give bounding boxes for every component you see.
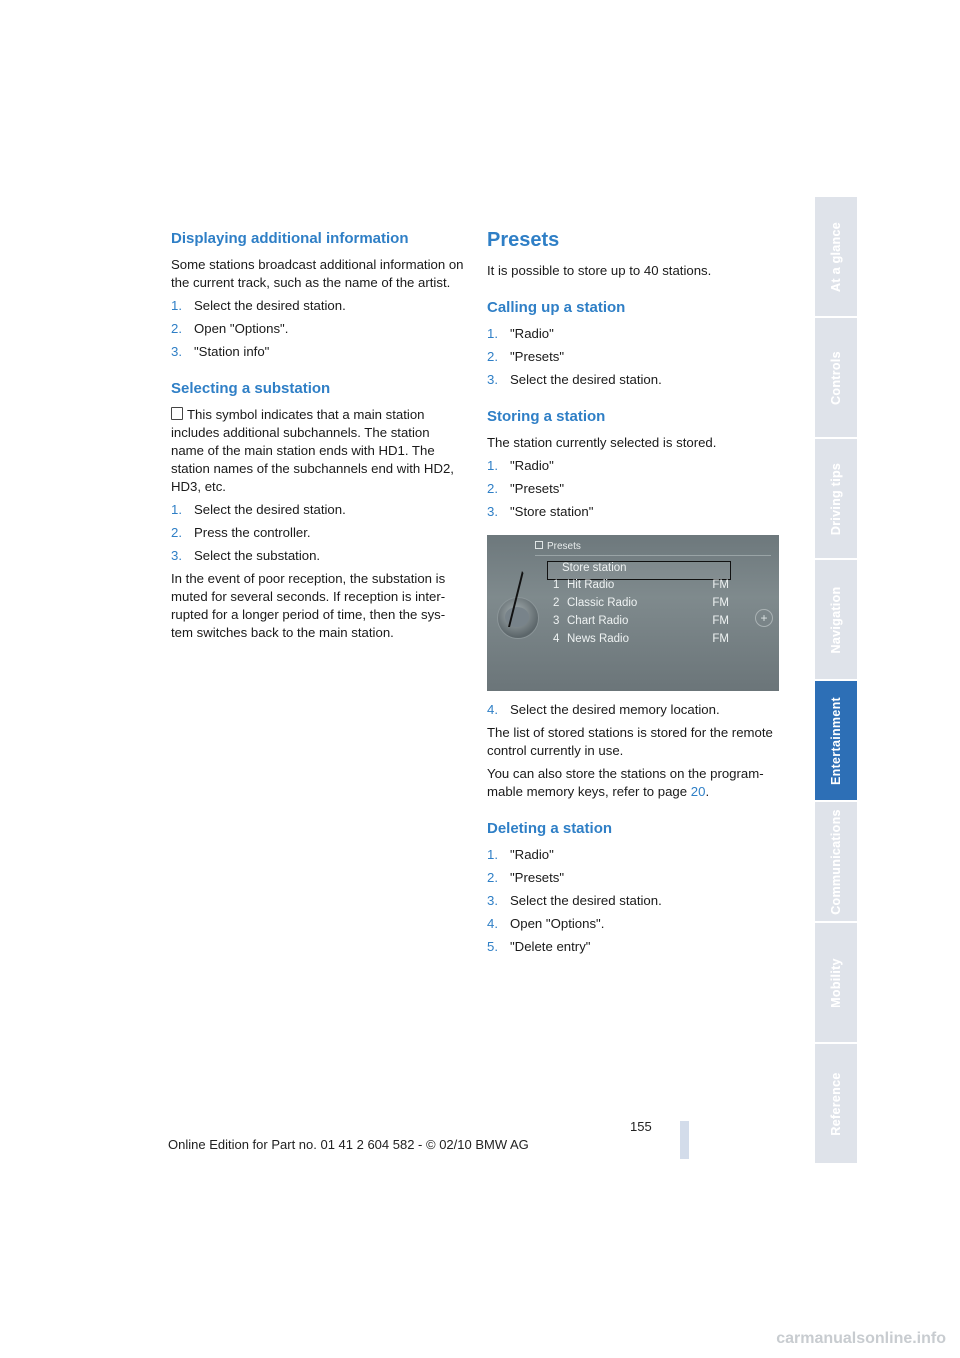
step-list (487, 325, 782, 389)
tab-driving-tips[interactable] (815, 439, 857, 558)
section-title-calling-up: Calling up a station (487, 299, 626, 316)
preset-row: 4 News Radio FM (553, 633, 729, 645)
step-text: "Presets" (510, 481, 565, 496)
step-text: "Station info" (194, 344, 270, 359)
tab-label: Mobility (829, 957, 843, 1008)
page-number: 155 (630, 1119, 652, 1134)
page-marker (680, 1121, 689, 1159)
presets-screenshot (487, 535, 779, 691)
tab-at-a-glance[interactable] (815, 197, 857, 316)
step-number: 2. (171, 525, 182, 540)
list-item (171, 343, 466, 361)
paragraph: In the event of poor reception, the substation is muted for several seconds. If reception is inter-rupted for a longer period of time, then the sys-tem switches back to the main station. (171, 571, 446, 640)
step-text: Open "Options". (510, 916, 605, 931)
step-number: 1. (487, 326, 498, 341)
step-list (487, 457, 782, 521)
tab-reference[interactable] (815, 1044, 857, 1163)
step-text: "Radio" (510, 326, 554, 341)
paragraph (171, 406, 466, 496)
right-column (487, 228, 782, 961)
step-text: Select the desired station. (510, 372, 662, 387)
section-title-additional-info: Displaying additional information (171, 230, 409, 247)
list-item (171, 297, 466, 315)
menu-item-store-station: Store station (547, 561, 731, 580)
step-number: 3. (171, 344, 182, 359)
list-item (487, 503, 782, 521)
paragraph: It is possible to store up to 40 stations. (487, 263, 712, 278)
tab-label: Reference (829, 1071, 843, 1136)
list-item (171, 501, 466, 519)
list-item: 4. Select the desired memory location. (487, 702, 720, 717)
tab-controls[interactable] (815, 318, 857, 437)
list-item (487, 457, 782, 475)
step-text: Select the desired station. (194, 502, 346, 517)
preset-row: 1 Hit Radio FM (553, 579, 729, 591)
step-number: 4. (487, 916, 498, 931)
step-number: 2. (487, 349, 498, 364)
step-text: "Radio" (510, 847, 554, 862)
list-item (487, 938, 782, 956)
step-number: 3. (487, 893, 498, 908)
step-text: Select the desired station. (510, 893, 662, 908)
step-text: Select the desired station. (194, 298, 346, 313)
page-link[interactable]: 20 (690, 784, 706, 799)
step-number: 3. (171, 548, 182, 563)
section-title-storing: Storing a station (487, 408, 606, 425)
step-text: Select the substation. (194, 548, 321, 563)
section-title-deleting: Deleting a station (487, 820, 613, 837)
step-number: 2. (487, 481, 498, 496)
list-item (487, 915, 782, 933)
step-text: "Presets" (510, 870, 565, 885)
tab-label: Driving tips (829, 462, 843, 535)
tab-label: Communications (829, 808, 843, 915)
tab-label: Navigation (829, 586, 843, 653)
list-item (171, 320, 466, 338)
tab-label: At a glance (829, 221, 843, 292)
screen-title: Presets (535, 541, 581, 552)
tab-navigation[interactable] (815, 560, 857, 679)
list-item (487, 892, 782, 910)
watermark: carmanualsonline.info (776, 1330, 946, 1347)
tab-communications[interactable] (815, 802, 857, 921)
list-item (487, 325, 782, 343)
step-number: 3. (487, 372, 498, 387)
tab-mobility[interactable] (815, 923, 857, 1042)
footer-text: Online Edition for Part no. 01 41 2 604 582 - © 02/10 BMW AG (168, 1137, 529, 1152)
list-item (487, 348, 782, 366)
step-text: "Store station" (510, 504, 594, 519)
list-item (487, 480, 782, 498)
chapter-tabs (815, 197, 857, 1165)
paragraph-text: This symbol indicates that a main station includes additional subchannels. The station name of the main station ends with HD1. The station names of the subchannels end with HD2, HD3, etc. (171, 407, 454, 494)
list-item (171, 524, 466, 542)
paragraph: The station currently selected is stored. (487, 435, 717, 450)
list-item (487, 371, 782, 389)
step-text: "Presets" (510, 349, 565, 364)
step-text: Open "Options". (194, 321, 289, 336)
step-number: 2. (171, 321, 182, 336)
step-number: 1. (171, 502, 182, 517)
list-item (487, 869, 782, 887)
presets-icon (535, 541, 543, 549)
step-text: "Delete entry" (510, 939, 591, 954)
preset-row: 2 Classic Radio FM (553, 597, 729, 609)
list-item (487, 846, 782, 864)
step-number: 3. (487, 504, 498, 519)
step-text: Press the controller. (194, 525, 311, 540)
preset-row: 3 Chart Radio FM (553, 615, 729, 627)
section-title-substation: Selecting a substation (171, 380, 331, 397)
subchannel-symbol-icon (171, 407, 183, 420)
paragraph: You can also store the stations on the program-mable memory keys, refer to page 20. (487, 766, 764, 799)
step-list (171, 297, 466, 361)
paragraph: Some stations broadcast additional information on the current track, such as the name of the artist. (171, 257, 464, 290)
step-number: 1. (487, 847, 498, 862)
plus-icon: + (755, 609, 773, 627)
tab-label: Entertainment (829, 696, 843, 785)
step-list (487, 846, 782, 956)
step-number: 1. (487, 458, 498, 473)
step-number: 1. (171, 298, 182, 313)
left-column (171, 230, 466, 647)
step-number: 2. (487, 870, 498, 885)
step-list (171, 501, 466, 565)
tab-label: Controls (829, 350, 843, 405)
list-item (171, 547, 466, 565)
tab-entertainment[interactable] (815, 681, 857, 800)
paragraph: The list of stored stations is stored for the remote control currently in use. (487, 725, 773, 758)
step-number: 5. (487, 939, 498, 954)
step-text: "Radio" (510, 458, 554, 473)
section-title-presets: Presets (487, 229, 560, 251)
